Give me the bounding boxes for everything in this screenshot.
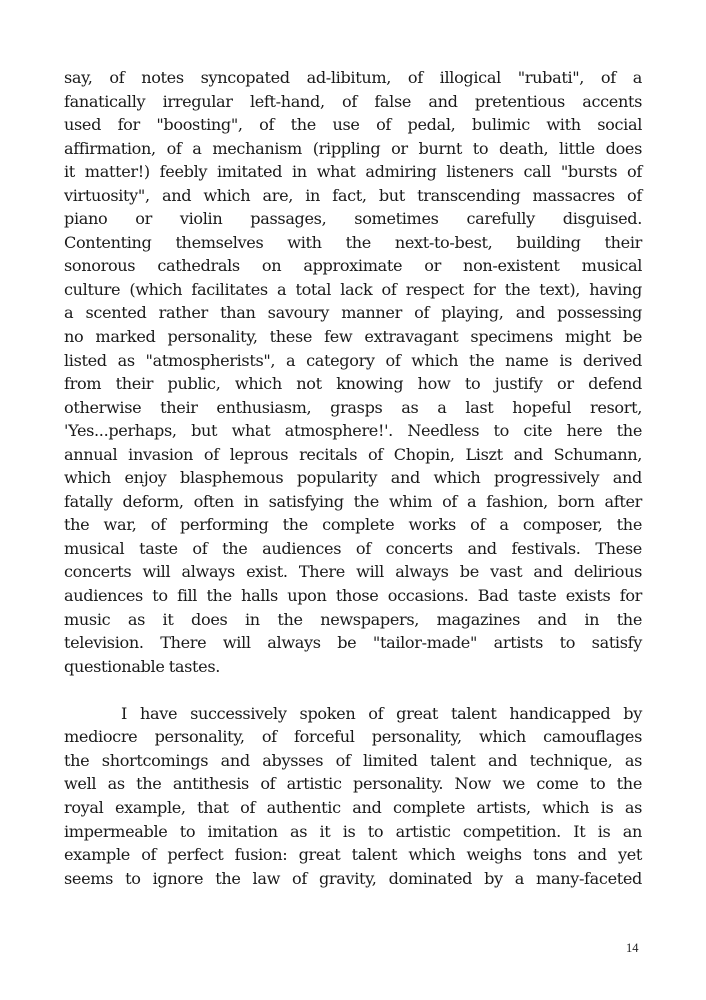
text-line: questionable tastes.: [64, 656, 220, 676]
document-page: [64, 66, 642, 890]
text-line: the war, of performing the complete works of a composer, the: [64, 515, 642, 535]
text-line: musical taste of the audiences of concerts and festivals. These: [64, 538, 642, 558]
text-line: otherwise their enthusiasm, grasps as a last hopeful resort,: [64, 397, 642, 417]
text-line: from their public, which not knowing how to justify or defend: [64, 374, 642, 394]
text-line: say, of notes syncopated ad-libitum, of illogical "rubati", of a: [64, 68, 642, 87]
text-line: culture (which facilitates a total lack of respect for the text), having: [64, 279, 642, 299]
text-line: it matter!) feebly imitated in what admiring listeners call "bursts of: [64, 162, 642, 182]
text-line: audiences to fill the halls upon those occasions. Bad taste exists for: [64, 586, 642, 606]
text-line: mediocre personality, of forceful personality, which camouflages: [64, 727, 642, 747]
text-line: concerts will always exist. There will always be vast and delirious: [64, 562, 642, 582]
text-line: annual invasion of leprous recitals of Chopin, Liszt and Schumann,: [64, 444, 642, 464]
text-line: affirmation, of a mechanism (rippling or burnt to death, little does: [64, 138, 642, 158]
page-number: 14: [626, 941, 639, 955]
paragraph-1: [64, 66, 642, 678]
text-line: I have successively spoken of great talent handicapped by: [121, 703, 642, 723]
paragraph-spacer: [64, 678, 642, 702]
text-line: seems to ignore the law of gravity, dominated by a many-faceted: [64, 868, 642, 888]
text-line: impermeable to imitation as it is to artistic competition. It is an: [64, 821, 642, 841]
text-line: virtuosity", and which are, in fact, but transcending massacres of: [64, 185, 642, 205]
text-line: a scented rather than savoury manner of playing, and possessing: [64, 303, 642, 323]
text-line: Contenting themselves with the next-to-best, building their: [64, 232, 642, 252]
text-line: fatally deform, often in satisfying the whim of a fashion, born after: [64, 491, 642, 511]
paragraph-2: [64, 702, 642, 890]
text-line: royal example, that of authentic and complete artists, which is as: [64, 797, 642, 817]
text-line: well as the antithesis of artistic personality. Now we come to the: [64, 774, 642, 794]
text-line: example of perfect fusion: great talent which weighs tons and yet: [64, 845, 642, 865]
text-line: listed as "atmospherists", a category of which the name is derived: [64, 350, 642, 370]
text-line: piano or violin passages, sometimes carefully disguised.: [64, 209, 642, 229]
text-line: music as it does in the newspapers, magazines and in the: [64, 609, 642, 629]
text-line: which enjoy blasphemous popularity and which progressively and: [64, 468, 642, 488]
text-line: fanatically irregular left-hand, of false and pretentious accents: [64, 91, 642, 111]
text-line: no marked personality, these few extravagant specimens might be: [64, 327, 642, 347]
text-line: the shortcomings and abysses of limited talent and technique, as: [64, 750, 642, 770]
text-line: 'Yes...perhaps, but what atmosphere!'. Needless to cite here the: [64, 421, 642, 441]
text-line: television. There will always be "tailor-made" artists to satisfy: [64, 633, 642, 653]
text-line: used for "boosting", of the use of pedal, bulimic with social: [64, 115, 642, 135]
text-line: sonorous cathedrals on approximate or non-existent musical: [64, 256, 642, 276]
